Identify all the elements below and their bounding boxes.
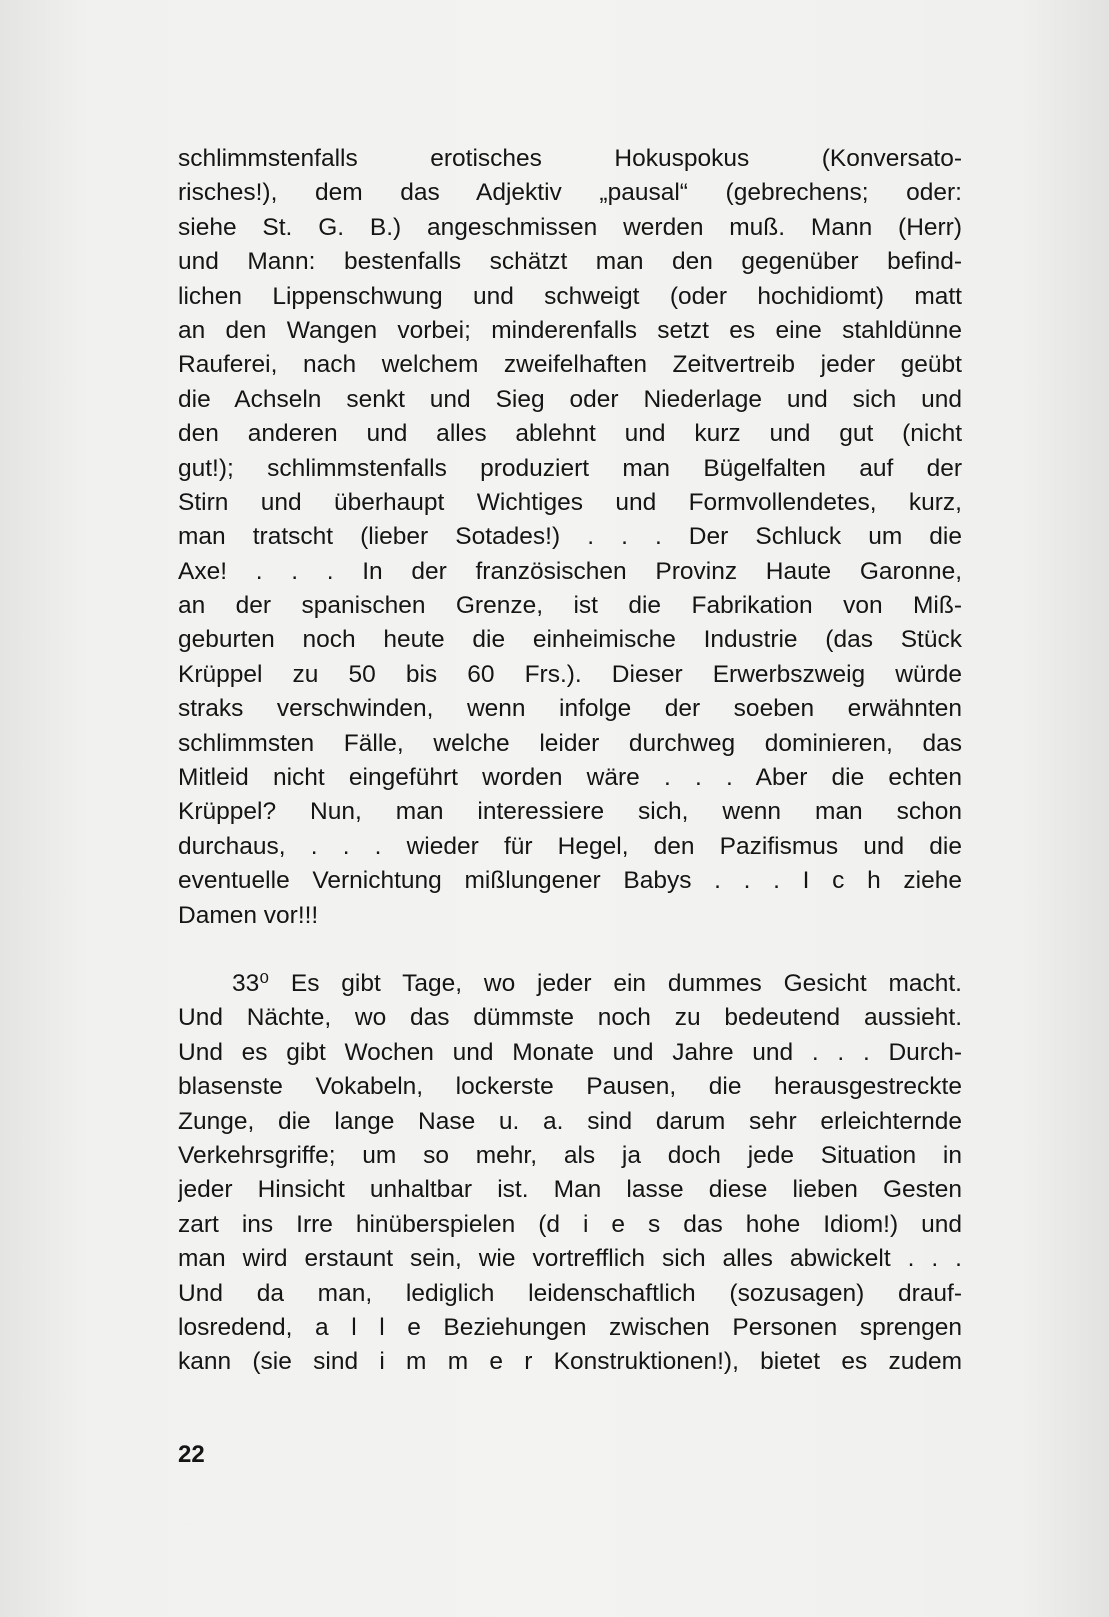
text-line: den anderen und alles ablehnt und kurz und gut (nicht [178,420,962,448]
text-line: Krüppel? Nun, man interessiere sich, wenn man schon [178,798,962,826]
text-line: durchaus, . . . wieder für Hegel, den Pazifismus und die [178,832,962,860]
text-line: Stirn und überhaupt Wichtiges und Formvollendetes, kurz, [178,488,962,516]
paragraph-1 [178,142,962,933]
text-line: kann (sie sind i m m e r Konstruktionen!), bietet es zudem [178,1348,962,1376]
text-line: man wird erstaunt sein, wie vortrefflich sich alles abwickelt . . . [178,1245,962,1273]
text-line: und Mann: bestenfalls schätzt man den gegenüber befind- [178,248,962,276]
page-number: 22 [178,1441,205,1468]
text-line: lichen Lippenschwung und schweigt (oder hochidiomt) matt [178,282,962,310]
text-line: Verkehrsgriffe; um so mehr, als ja doch jede Situation in [178,1141,962,1169]
text-line: straks verschwinden, wenn infolge der soeben erwähnten [178,695,962,723]
text-line: Und da man, lediglich leidenschaftlich (sozusagen) drauf- [178,1279,962,1307]
body-text [178,142,962,1380]
text-line: Und Nächte, wo das dümmste noch zu bedeutend aussieht. [178,1004,962,1032]
text-line: schlimmsten Fälle, welche leider durchweg dominieren, das [178,729,962,757]
text-line: blasenste Vokabeln, lockerste Pausen, die herausgestreckte [178,1073,962,1101]
text-line: Und es gibt Wochen und Monate und Jahre und . . . Durch- [178,1038,962,1066]
text-line: losredend, a l l e Beziehungen zwischen Personen sprengen [178,1313,962,1341]
text-line: schlimmstenfalls erotisches Hokuspokus (Konversato- [178,145,962,172]
paragraph-2 [178,967,962,1380]
text-line: Damen vor!!! [178,901,319,929]
text-line: jeder Hinsicht unhaltbar ist. Man lasse diese lieben Gesten [178,1176,962,1204]
text-line: an der spanischen Grenze, ist die Fabrikation von Miß- [178,592,962,620]
text-line: die Achseln senkt und Sieg oder Niederlage und sich und [178,385,962,413]
text-line: Mitleid nicht eingeführt worden wäre . . . Aber die echten [178,764,962,792]
text-line: man tratscht (lieber Sotades!) . . . Der Schluck um die [178,523,962,551]
text-line: eventuelle Vernichtung mißlungener Babys . . . I c h ziehe [178,867,962,895]
text-line: geburten noch heute die einheimische Industrie (das Stück [178,626,962,654]
text-line: Axe! . . . In der französischen Provinz Haute Garonne, [178,557,962,585]
text-line: Zunge, die lange Nase u. a. sind darum sehr erleichternde [178,1107,962,1135]
text-line: an den Wangen vorbei; minderenfalls setzt es eine stahldünne [178,316,962,344]
text-line: risches!), dem das Adjektiv „pausal“ (gebrechens; oder: [178,179,962,207]
text-line: zart ins Irre hinüberspielen (d i e s das hohe Idiom!) und [178,1210,962,1238]
text-line: Krüppel zu 50 bis 60 Frs.). Dieser Erwerbszweig würde [178,660,962,688]
paragraph-gap [178,933,962,967]
text-line: gut!); schlimmstenfalls produziert man Bügelfalten auf der [178,454,962,482]
text-line: Rauferei, nach welchem zweifelhaften Zeitvertreib jeder geübt [178,351,962,379]
text-line: siehe St. G. B.) angeschmissen werden muß. Mann (Herr) [178,213,962,241]
text-line: 33⁰ Es gibt Tage, wo jeder ein dummes Gesicht macht. [232,969,962,997]
